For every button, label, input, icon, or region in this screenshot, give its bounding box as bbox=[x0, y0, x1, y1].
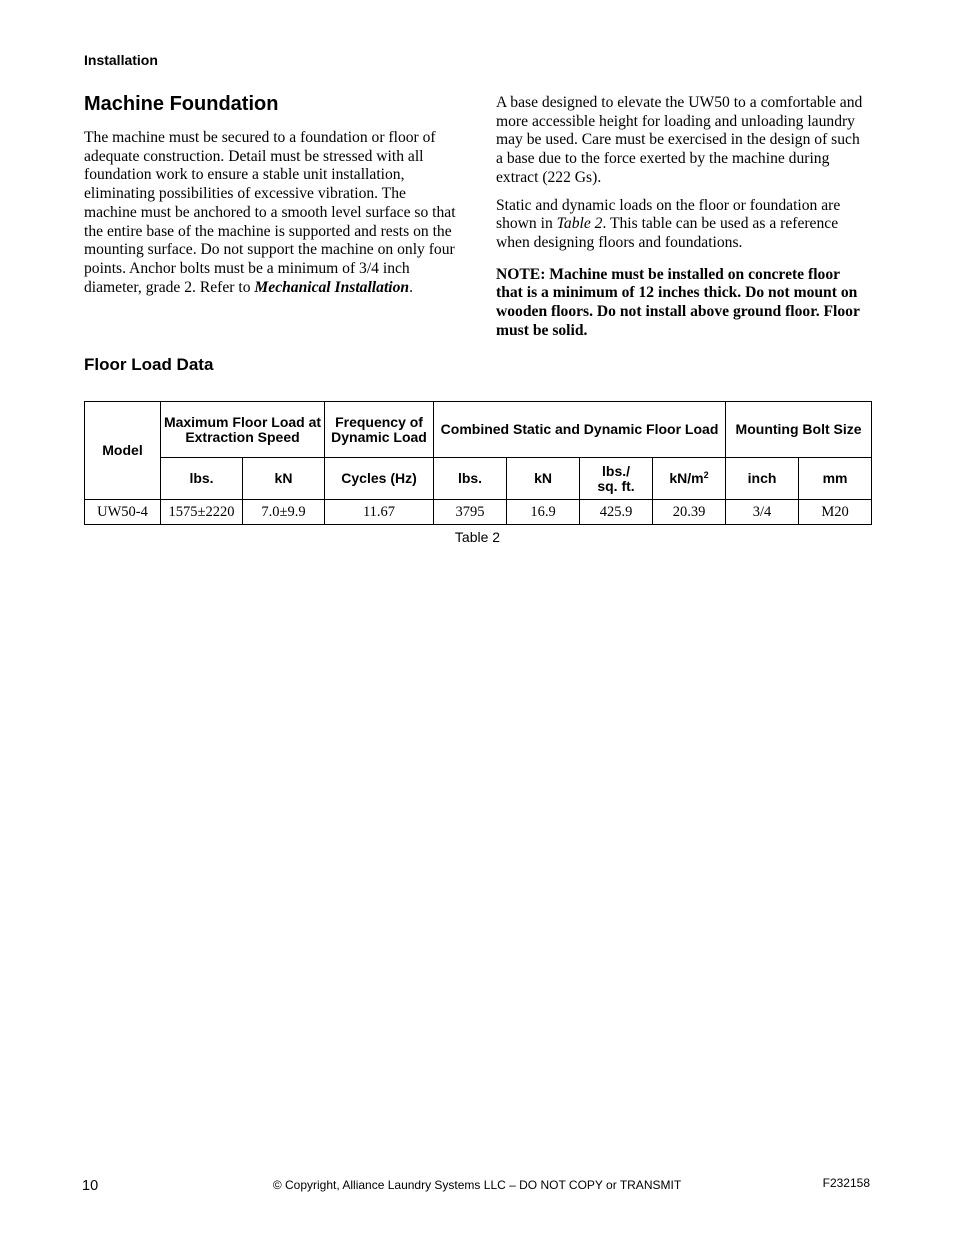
subheader-combined-lbs: lbs. bbox=[434, 458, 507, 500]
cell-max-lbs: 1575±2220 bbox=[161, 500, 243, 525]
floor-load-heading: Floor Load Data bbox=[84, 355, 214, 374]
mechanical-installation-reference[interactable]: Mechanical Installation bbox=[254, 278, 410, 296]
header-mounting-bolt: Mounting Bolt Size bbox=[726, 402, 872, 458]
loads-paragraph bbox=[496, 197, 870, 253]
loads-text-start: Static and dynamic loads on the floor or foundation are shown in bbox=[496, 196, 841, 233]
cell-kn-m2: 20.39 bbox=[653, 500, 726, 525]
copyright-notice: © Copyright, Alliance Laundry Systems LLC – DO NOT COPY or TRANSMIT bbox=[272, 1178, 682, 1192]
cell-mm: M20 bbox=[799, 500, 872, 525]
cell-model: UW50-4 bbox=[85, 500, 161, 525]
cell-lbs-sqft: 425.9 bbox=[580, 500, 653, 525]
header-frequency: Frequency of Dynamic Load bbox=[325, 402, 434, 458]
table-subheader-row bbox=[85, 458, 872, 500]
document-id: F232158 bbox=[822, 1176, 870, 1190]
subheader-cycles: Cycles (Hz) bbox=[325, 458, 434, 500]
page-number: 10 bbox=[82, 1178, 99, 1194]
subheader-inch: inch bbox=[726, 458, 799, 500]
lbs-sqft-label: lbs./ sq. ft. bbox=[597, 462, 635, 494]
header-combined-load: Combined Static and Dynamic Floor Load bbox=[434, 402, 726, 458]
left-column bbox=[84, 129, 458, 297]
cell-inch: 3/4 bbox=[726, 500, 799, 525]
page-title: Machine Foundation bbox=[84, 93, 279, 115]
loads-text-end: . This table can be used as a reference when designing floors and foundations. bbox=[496, 215, 839, 251]
cell-combined-kn: 16.9 bbox=[507, 500, 580, 525]
table-reference[interactable]: Table 2 bbox=[556, 215, 603, 233]
subheader-kn-m2 bbox=[653, 458, 726, 500]
subheader-lbs: lbs. bbox=[161, 458, 243, 500]
right-column bbox=[496, 94, 870, 349]
subheader-combined-kn: kN bbox=[507, 458, 580, 500]
table-caption: Table 2 bbox=[454, 529, 501, 545]
cell-combined-lbs: 3795 bbox=[434, 500, 507, 525]
kn-m-label: kN/m bbox=[669, 470, 704, 486]
base-paragraph: A base designed to elevate the UW50 to a comfortable and more accessible height for loading and unloading laundry may be used. Care must be exercised in the design of such a base due to the force exerted by the machine during extract (222 Gs). bbox=[496, 94, 863, 186]
section-label: Installation bbox=[84, 52, 158, 68]
foundation-paragraph bbox=[84, 129, 458, 297]
period: . bbox=[409, 278, 413, 296]
foundation-text: The machine must be secured to a foundation or floor of adequate construction. Detail must be stressed with all foundation work to ensure a stable unit installation, eliminating possibilities of excessive vibration. The machine must be anchored to a smooth level surface so that the entire base of the machine is supported and rests on the mounting surface. Do not support the machine on only four points. Anchor bolts must be a minimum of 3/4 inch diameter, grade 2. Refer to bbox=[84, 129, 456, 296]
subheader-mm: mm bbox=[799, 458, 872, 500]
cell-max-kn: 7.0±9.9 bbox=[243, 500, 325, 525]
note-paragraph: NOTE: Machine must be installed on concrete floor that is a minimum of 12 inches thick. Do not mount on wooden floors. Do not install above ground floor. Floor must be solid. bbox=[496, 265, 860, 339]
table-header-row bbox=[85, 402, 872, 458]
header-max-floor-load: Maximum Floor Load at Extraction Speed bbox=[161, 402, 325, 458]
cell-cycles: 11.67 bbox=[325, 500, 434, 525]
squared-superscript: 2 bbox=[703, 470, 709, 480]
floor-load-table bbox=[84, 401, 872, 525]
header-model: Model bbox=[85, 402, 161, 500]
subheader-lbs-sqft bbox=[580, 458, 653, 500]
table-row bbox=[85, 500, 872, 525]
subheader-kn: kN bbox=[243, 458, 325, 500]
